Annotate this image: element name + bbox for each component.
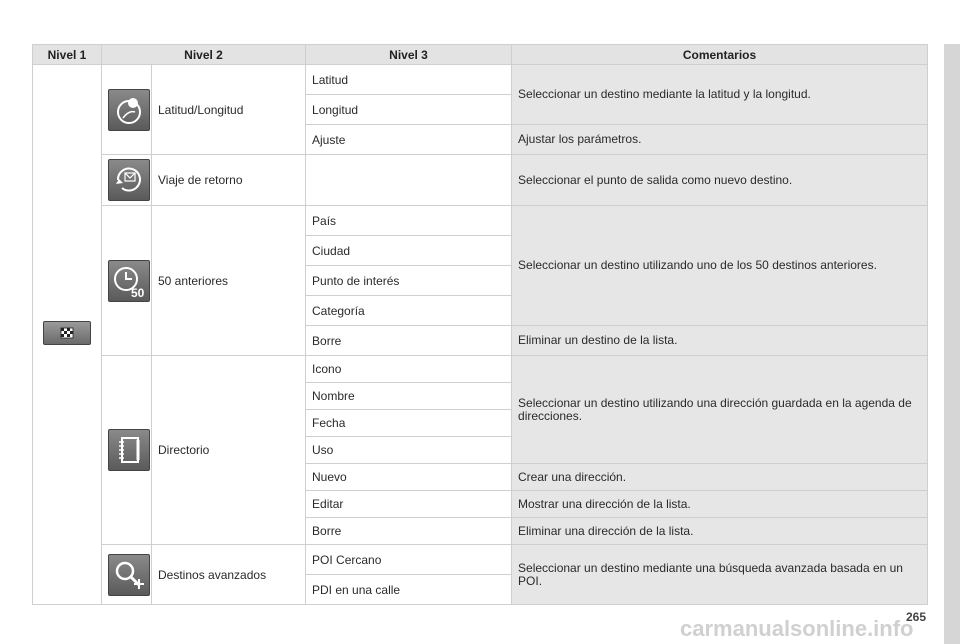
nivel-3-item: Editar (306, 491, 512, 518)
table-row (33, 65, 928, 95)
comment-cell: Seleccionar un destino utilizando una dirección guardada en la agenda de direcciones. (512, 356, 928, 464)
directory-icon-cell (102, 356, 152, 545)
return-trip-icon-cell (102, 155, 152, 206)
nivel-3-item: Punto de interés (306, 266, 512, 296)
comment-cell: Seleccionar el punto de salida como nuevo destino. (512, 155, 928, 206)
header-comentarios: Comentarios (512, 45, 928, 65)
comment-cell: Ajustar los parámetros. (512, 125, 928, 155)
header-nivel-3: Nivel 3 (306, 45, 512, 65)
latitude-longitude-icon (108, 89, 150, 131)
nivel-2-destinos-avanzados: Destinos avanzados (152, 545, 306, 605)
latitude-longitude-icon-cell (102, 65, 152, 155)
nivel-3-item: Borre (306, 326, 512, 356)
nivel-3-item: POI Cercano (306, 545, 512, 575)
nivel-3-item: Icono (306, 356, 512, 383)
advanced-search-icon-cell (102, 545, 152, 605)
nivel-3-item: Latitud (306, 65, 512, 95)
header-nivel-1: Nivel 1 (33, 45, 102, 65)
nivel-3-item: Longitud (306, 95, 512, 125)
comment-cell: Seleccionar un destino mediante una búsqueda avanzada basada en un POI. (512, 545, 928, 605)
nivel-3-item: Borre (306, 518, 512, 545)
last-50-icon-cell (102, 206, 152, 356)
comment-cell: Seleccionar un destino mediante la latitud y la longitud. (512, 65, 928, 125)
directory-icon (108, 429, 150, 471)
nivel-2-50-anteriores: 50 anteriores (152, 206, 306, 356)
nivel-3-item: Uso (306, 437, 512, 464)
table-header-row (33, 45, 928, 65)
nivel-3-item: Ajuste (306, 125, 512, 155)
comment-cell: Eliminar un destino de la lista. (512, 326, 928, 356)
comment-cell: Crear una dirección. (512, 464, 928, 491)
nivel-2-directorio: Directorio (152, 356, 306, 545)
nivel-3-item: País (306, 206, 512, 236)
menu-table (32, 44, 928, 605)
comment-cell: Seleccionar un destino utilizando uno de los 50 destinos anteriores. (512, 206, 928, 326)
table-row (33, 206, 928, 236)
comment-cell: Eliminar una dirección de la lista. (512, 518, 928, 545)
nivel-3-item: Nuevo (306, 464, 512, 491)
svg-text:50: 50 (131, 285, 145, 300)
table-row (33, 155, 928, 206)
nivel-3-item (306, 155, 512, 206)
nivel-2-viaje-de-retorno: Viaje de retorno (152, 155, 306, 206)
nivel-3-item: Categoría (306, 296, 512, 326)
nivel-2-latitud-longitud: Latitud/Longitud (152, 65, 306, 155)
nivel-3-item: Ciudad (306, 236, 512, 266)
last-50-icon (108, 260, 150, 302)
navigation-menu-icon (43, 321, 91, 345)
side-strip (944, 44, 960, 644)
nivel-3-item: Fecha (306, 410, 512, 437)
table-row (33, 356, 928, 383)
advanced-search-icon (108, 554, 150, 596)
nivel-3-item: Nombre (306, 383, 512, 410)
table-row (33, 545, 928, 575)
nivel-1-cell (33, 65, 102, 605)
return-trip-icon (108, 159, 150, 201)
comment-cell: Mostrar una dirección de la lista. (512, 491, 928, 518)
header-nivel-2: Nivel 2 (102, 45, 306, 65)
page-number: 265 (906, 610, 927, 624)
watermark: carmanualsonline.info (680, 616, 914, 641)
nivel-3-item: PDI en una calle (306, 575, 512, 605)
